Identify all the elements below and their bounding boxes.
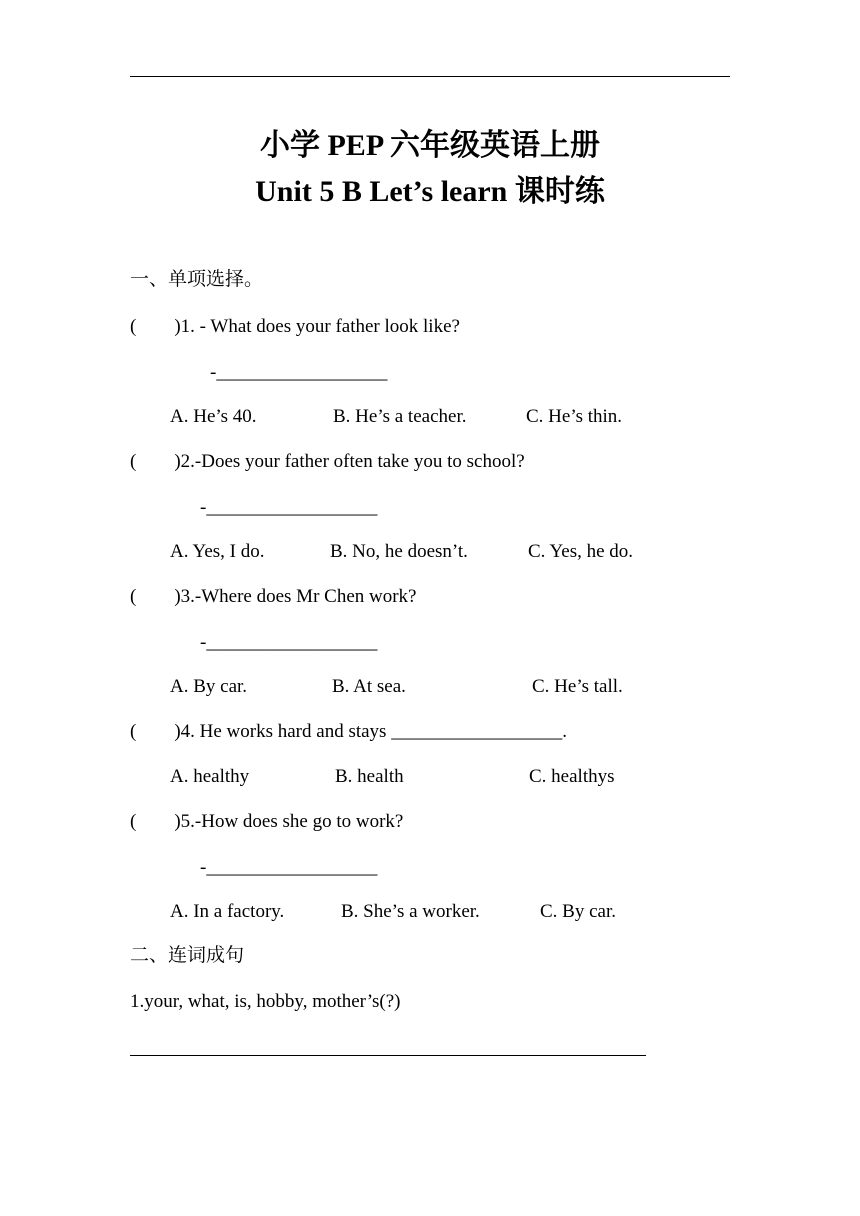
option-2c: C. Yes, he do. bbox=[528, 541, 634, 562]
page-subtitle: Unit 5 B Let’s learn 课时练 bbox=[255, 175, 605, 208]
option-1c: C. He’s thin. bbox=[526, 406, 623, 427]
option-1a: A. He’s 40. bbox=[170, 406, 257, 427]
option-4b: B. health bbox=[335, 766, 404, 787]
answer-line-1 bbox=[130, 1055, 646, 1056]
option-2a: A. Yes, I do. bbox=[170, 541, 265, 562]
option-2b: B. No, he doesn’t. bbox=[330, 541, 468, 562]
option-1b: B. He’s a teacher. bbox=[333, 406, 467, 427]
option-5b: B. She’s a worker. bbox=[341, 901, 480, 922]
answer-blank-1: -__________________ bbox=[210, 362, 388, 383]
answer-blank-3: -__________________ bbox=[200, 632, 378, 653]
header-rule bbox=[130, 76, 730, 77]
question-2: ( )2.-Does your father often take you to school? bbox=[130, 451, 525, 472]
answer-blank-2: -__________________ bbox=[200, 497, 378, 518]
question-4: ( )4. He works hard and stays __________________. bbox=[130, 721, 567, 742]
option-3a: A. By car. bbox=[170, 676, 248, 697]
section-heading-choice: 一、单项选择。 bbox=[130, 269, 264, 290]
option-5c: C. By car. bbox=[540, 901, 616, 922]
answer-blank-5: -__________________ bbox=[200, 857, 378, 878]
option-3c: C. He’s tall. bbox=[532, 676, 623, 697]
option-4a: A. healthy bbox=[170, 766, 250, 787]
question-1: ( )1. - What does your father look like? bbox=[130, 316, 460, 337]
option-4c: C. healthys bbox=[529, 766, 615, 787]
section-heading-sentence: 二、连词成句 bbox=[130, 945, 245, 966]
page-title: 小学 PEP 六年级英语上册 bbox=[259, 129, 600, 162]
question-3: ( )3.-Where does Mr Chen work? bbox=[130, 586, 417, 607]
sentence-prompt-1: 1.your, what, is, hobby, mother’s(?) bbox=[130, 991, 401, 1012]
question-5: ( )5.-How does she go to work? bbox=[130, 811, 404, 832]
option-3b: B. At sea. bbox=[332, 676, 406, 697]
option-5a: A. In a factory. bbox=[170, 901, 285, 922]
